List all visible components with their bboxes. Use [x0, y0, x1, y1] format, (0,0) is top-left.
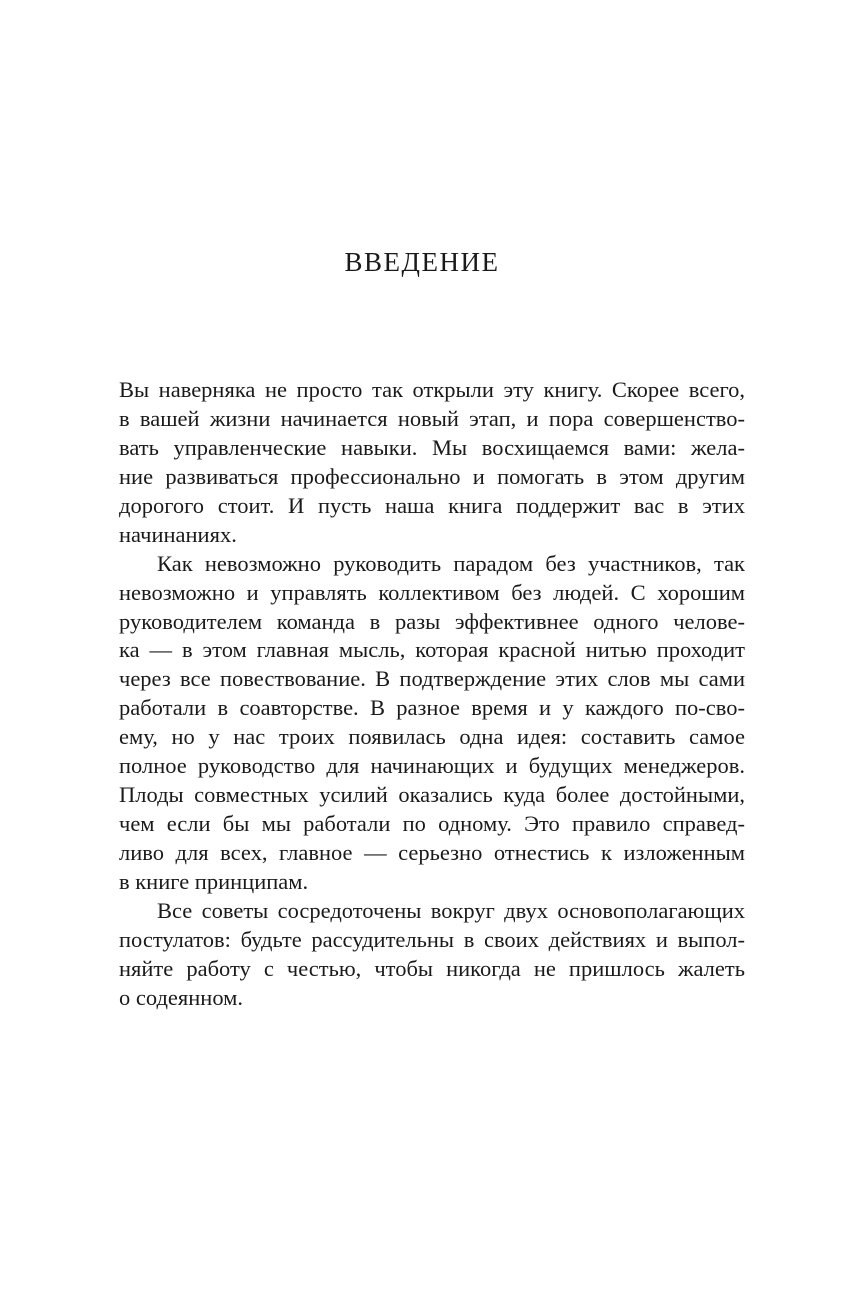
text-line: о содеянном. — [119, 984, 244, 1010]
chapter-title: ВВЕДЕНИЕ — [344, 247, 500, 277]
text-line: через все повествование. В подтверждение этих слов мы сами — [119, 666, 745, 692]
text-line: ка — в этом главная мысль, которая красной нитью проходит — [119, 637, 745, 663]
text-line: работали в соавторстве. В разное время и у каждого по-сво- — [119, 695, 745, 721]
text-line: дорогого стоит. И пусть наша книга поддержит вас в этих — [119, 492, 745, 518]
text-line: полное руководство для начинающих и будущих менеджеров. — [119, 753, 745, 779]
paragraph-1 — [119, 376, 745, 550]
text-line: няйте работу с честью, чтобы никогда не пришлось жалеть — [119, 955, 745, 981]
text-line: невозможно и управлять коллективом без людей. С хорошим — [119, 579, 745, 605]
text-line: в вашей жизни начинается новый этап, и пора совершенство- — [119, 405, 745, 431]
paragraph-2 — [119, 550, 745, 897]
paragraph-3 — [119, 897, 745, 1013]
text-line: ему, но у нас троих появилась одна идея: составить самое — [119, 724, 745, 750]
text-line: постулатов: будьте рассудительны в своих действиях и выпол- — [119, 926, 745, 952]
text-line: Как невозможно руководить парадом без участников, так — [157, 550, 745, 576]
text-line: чем если бы мы работали по одному. Это правило справед- — [119, 811, 745, 837]
text-line: ливо для всех, главное — серьезно отнестись к изложенным — [119, 840, 745, 865]
text-line: руководителем команда в разы эффективнее одного челове- — [119, 608, 745, 634]
text-line: ние развиваться профессионально и помогать в этом другим — [119, 463, 745, 489]
text-line: вать управленческие навыки. Мы восхищаемся вами: жела- — [119, 434, 745, 460]
text-line: Плоды совместных усилий оказались куда более достойными, — [119, 782, 745, 808]
text-line: Все советы сосредоточены вокруг двух основополагающих — [157, 897, 745, 923]
text-line: начинаниях. — [119, 521, 237, 547]
body-text — [119, 376, 745, 1013]
text-line: Вы наверняка не просто так открыли эту книгу. Скорее всего, — [119, 377, 745, 402]
text-line: в книге принципам. — [119, 868, 309, 894]
